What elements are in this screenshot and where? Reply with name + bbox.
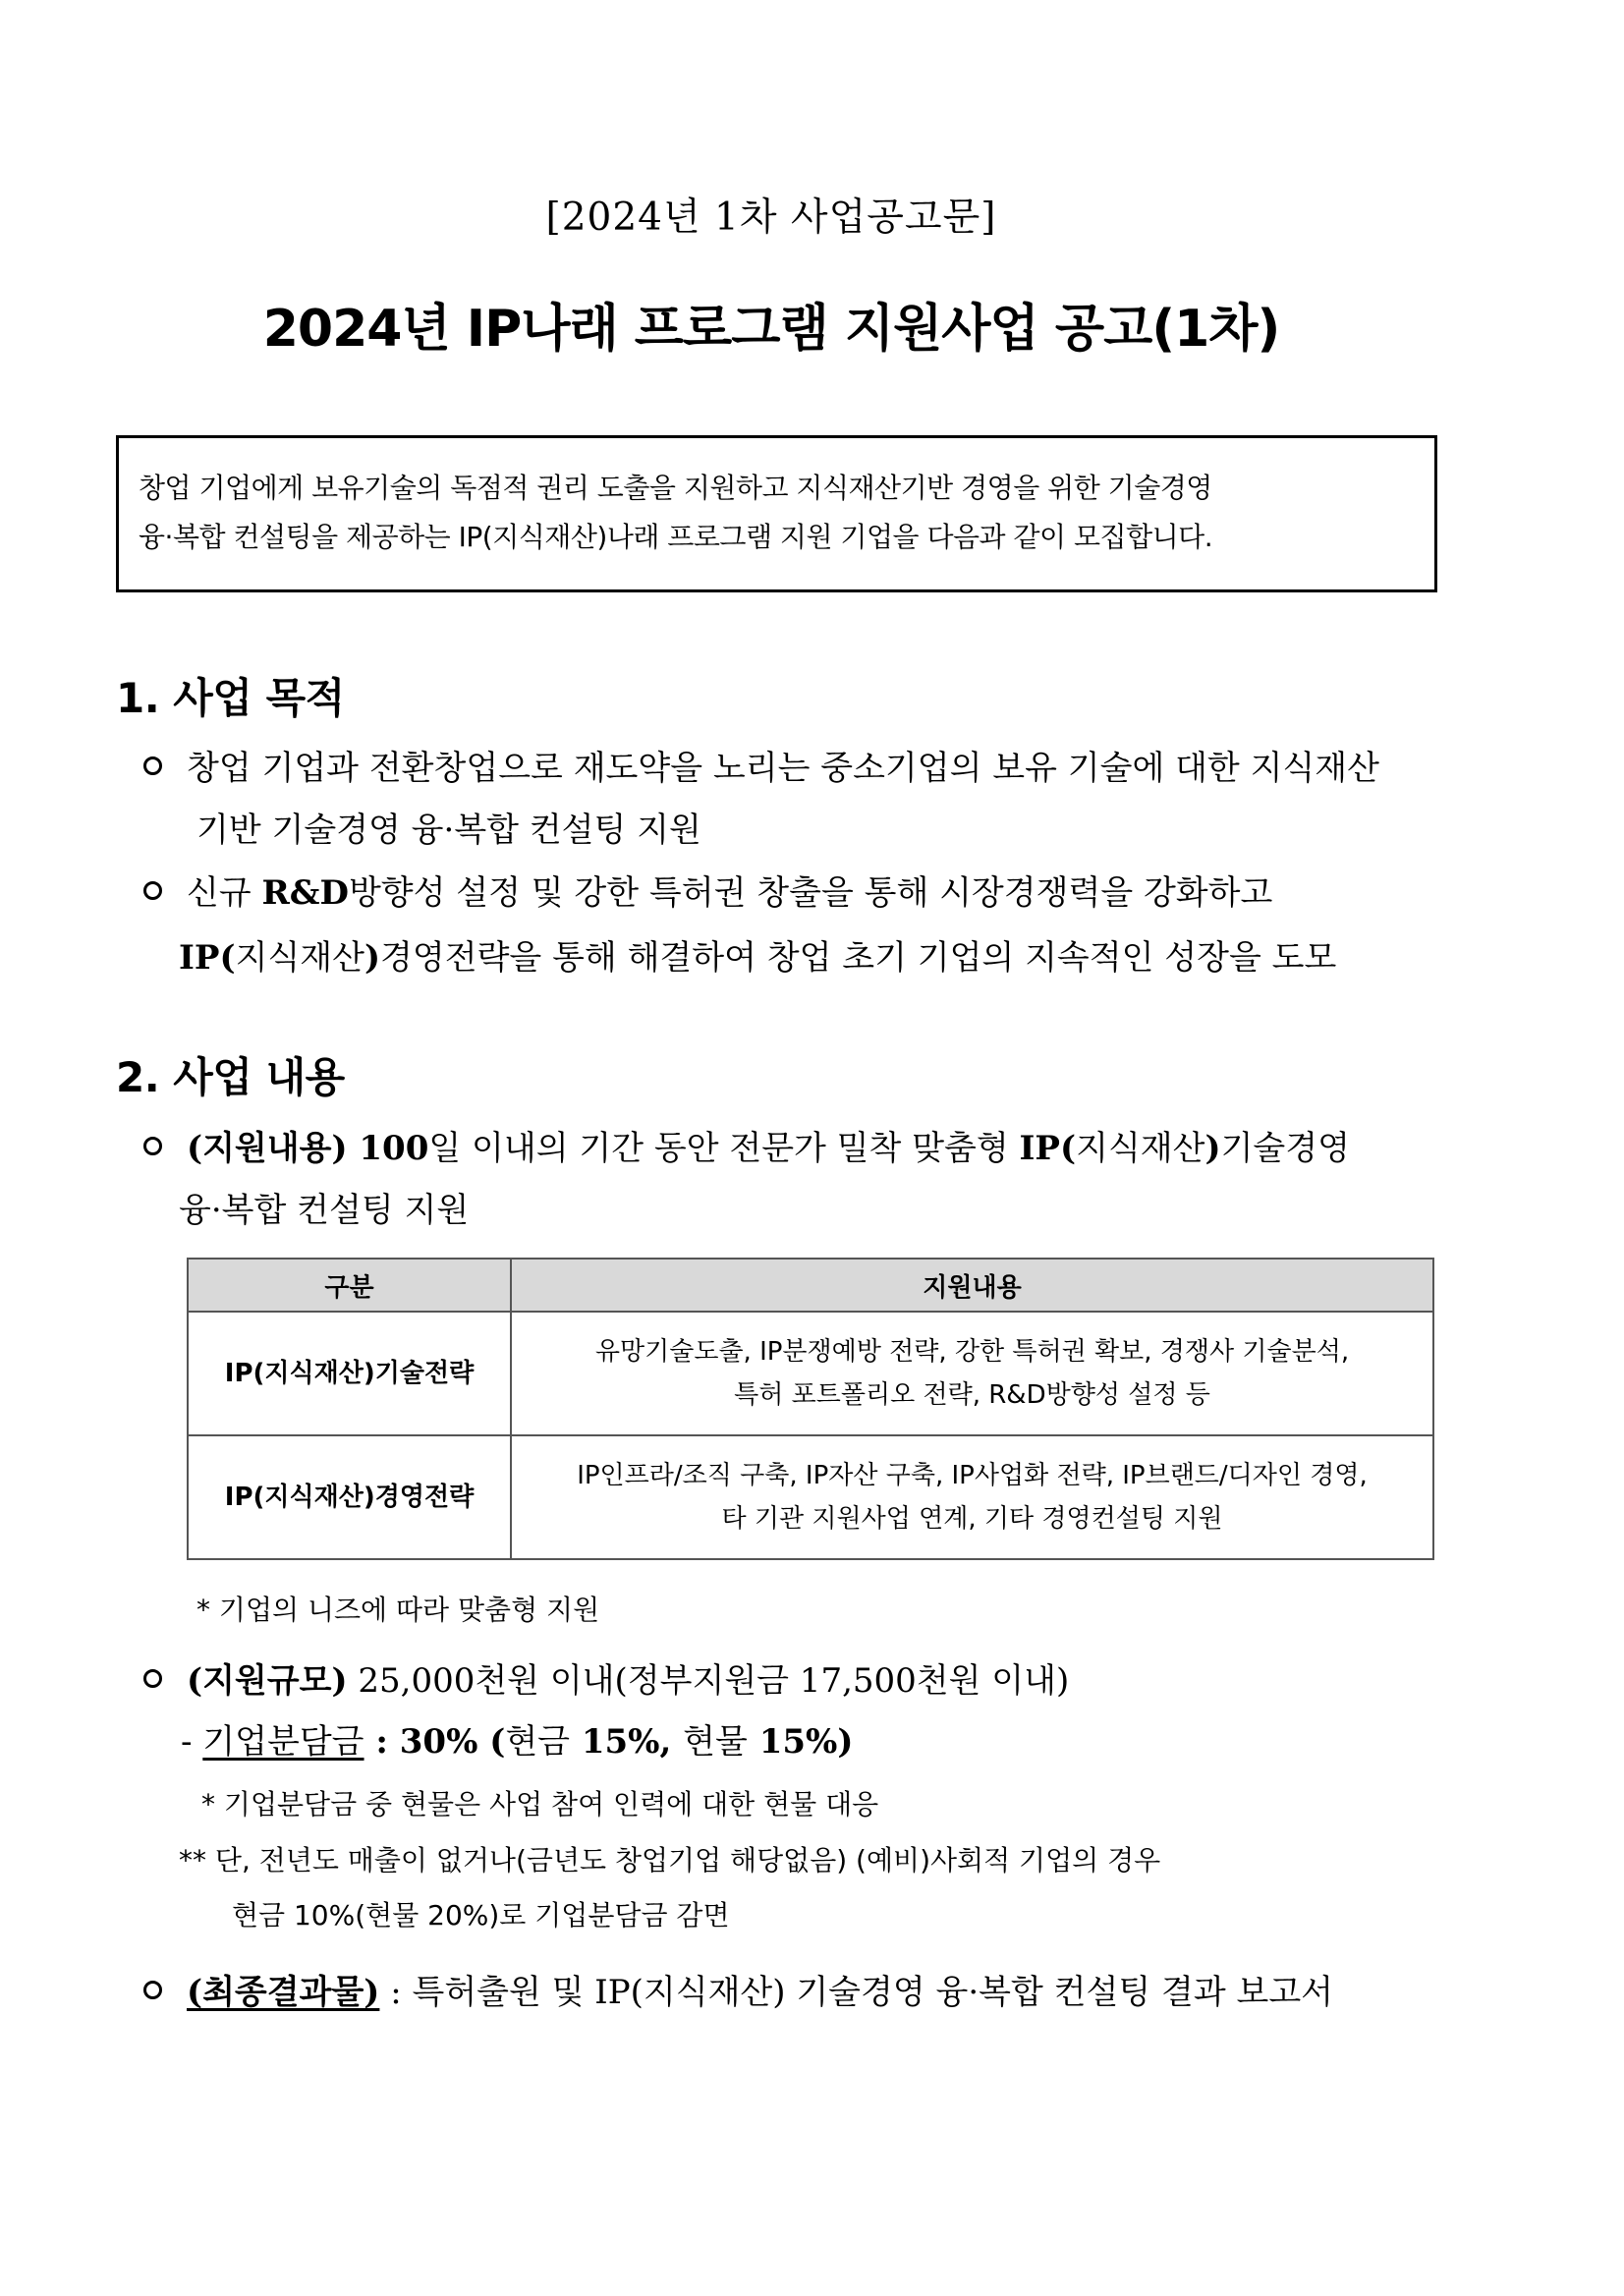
text-segment-underline: 기업분담금 bbox=[202, 1722, 364, 1762]
text-segment: 현물 bbox=[683, 1722, 748, 1762]
text-segment-bold: ) bbox=[1204, 1129, 1221, 1168]
table-cell-category: IP(지식재산)경영전략 bbox=[188, 1435, 511, 1559]
text-segment-bold: 30% ( bbox=[399, 1722, 506, 1762]
cost-share-note-2-line-2: 현금 10%(현물 20%)로 기업분담금 감면 bbox=[232, 1899, 730, 1932]
intro-line-2: 융·복합 컨설팅을 제공하는 IP(지식재산)나래 프로그램 지원 기업을 다음과 같이 모집합니다. bbox=[139, 521, 1213, 553]
notice-subtitle: [2024년 1차 사업공고문] bbox=[545, 196, 997, 240]
table-footnote: * 기업의 니즈에 따라 맞춤형 지원 bbox=[196, 1594, 600, 1626]
bullet-circle-icon bbox=[143, 1137, 162, 1155]
cost-share-line bbox=[181, 1714, 853, 1763]
text-segment: 지식재산 bbox=[1076, 1129, 1205, 1168]
purpose-bullet-1-line-1: 창업 기업과 전환창업으로 재도약을 노리는 중소기업의 보유 기술에 대한 지식재산 bbox=[187, 749, 1379, 788]
bullet-circle-icon bbox=[143, 1669, 162, 1688]
text-segment-bold: 100 bbox=[347, 1129, 429, 1168]
bullet-circle-icon bbox=[143, 756, 162, 775]
table-cell-content bbox=[511, 1312, 1433, 1435]
purpose-bullet-2-line-1 bbox=[187, 866, 1272, 914]
section-heading-content: 2. 사업 내용 bbox=[116, 1053, 345, 1101]
table-cell-line: 타 기관 지원사업 연계, 기타 경영컨설팅 지원 bbox=[721, 1504, 1223, 1534]
cost-share-note-2-line-1: ** 단, 전년도 매출이 없거나(금년도 창업기업 해당없음) (예비)사회적 기업의 경우 bbox=[179, 1844, 1161, 1876]
purpose-bullet-2-line-2 bbox=[179, 930, 1336, 979]
text-segment: 현금 bbox=[505, 1722, 571, 1762]
text-segment: 경영전략을 통해 해결하여 창업 초기 기업의 지속적인 성장을 도모 bbox=[380, 938, 1337, 978]
table-row bbox=[188, 1312, 1433, 1435]
table-cell-line: 유망기술도출, IP분쟁예방 전략, 강한 특허권 확보, 경쟁사 기술분석, bbox=[594, 1337, 1350, 1367]
intro-box bbox=[116, 435, 1437, 592]
text-segment: 25,000천원 이내(정부지원금 17,500천원 이내) bbox=[347, 1661, 1070, 1701]
text-segment-bold: IP( bbox=[179, 938, 236, 978]
bullet-circle-icon bbox=[143, 881, 162, 900]
table-header-row bbox=[188, 1259, 1433, 1312]
text-segment-bold: : bbox=[364, 1722, 400, 1762]
table-header-content: 지원내용 bbox=[511, 1259, 1433, 1312]
text-segment-bold: ) bbox=[364, 938, 381, 978]
text-segment-bold: IP( bbox=[1019, 1129, 1077, 1168]
text-segment: : 특허출원 및 IP(지식재산) 기술경영 융·복합 컨설팅 결과 보고서 bbox=[379, 1973, 1334, 2012]
bullet-circle-icon bbox=[143, 1981, 162, 1999]
text-segment: 신규 bbox=[187, 873, 262, 913]
support-content-line-2: 융·복합 컨설팅 지원 bbox=[179, 1191, 470, 1230]
support-table bbox=[187, 1258, 1434, 1560]
table-cell-content bbox=[511, 1435, 1433, 1559]
text-segment: - bbox=[181, 1722, 203, 1762]
text-segment-bold-underline: (최종결과물) bbox=[187, 1973, 380, 2012]
text-segment-bold: (지원규모) bbox=[187, 1661, 348, 1701]
section-heading-purpose: 1. 사업 목적 bbox=[116, 674, 345, 722]
table-cell-line: IP인프라/조직 구축, IP자산 구축, IP사업화 전략, IP브랜드/디자인 경영, bbox=[577, 1461, 1368, 1490]
table-cell-line: 특허 포트폴리오 전략, R&D방향성 설정 등 bbox=[734, 1380, 1210, 1410]
table-row bbox=[188, 1435, 1433, 1559]
intro-line-1: 창업 기업에게 보유기술의 독점적 권리 도출을 지원하고 지식재산기반 경영을 위한 기술경영 bbox=[139, 472, 1212, 504]
table-cell-category: IP(지식재산)기술전략 bbox=[188, 1312, 511, 1435]
final-result-line bbox=[187, 1965, 1333, 2013]
text-segment: 일 이내의 기간 동안 전문가 밀착 맞춤형 bbox=[428, 1129, 1020, 1168]
text-segment: 방향성 설정 및 강한 특허권 창출을 통해 시장경쟁력을 강화하고 bbox=[348, 873, 1273, 913]
support-scale-line bbox=[187, 1653, 1069, 1702]
page-title: 2024년 IP나래 프로그램 지원사업 공고(1차) bbox=[262, 300, 1280, 359]
text-segment: 지식재산 bbox=[235, 938, 364, 978]
text-segment-bold: 15%) bbox=[747, 1722, 854, 1762]
purpose-bullet-1-line-2: 기반 기술경영 융·복합 컨설팅 지원 bbox=[196, 811, 701, 850]
text-segment: 기술경영 bbox=[1220, 1129, 1350, 1168]
table-header-category: 구분 bbox=[188, 1259, 511, 1312]
text-segment-bold: R&D bbox=[261, 873, 349, 913]
text-segment-bold: (지원내용) bbox=[187, 1129, 348, 1168]
support-content-line-1 bbox=[187, 1121, 1350, 1169]
text-segment-bold: 15%, bbox=[570, 1722, 684, 1762]
cost-share-note-1: * 기업분담금 중 현물은 사업 참여 인력에 대한 현물 대응 bbox=[201, 1788, 879, 1820]
